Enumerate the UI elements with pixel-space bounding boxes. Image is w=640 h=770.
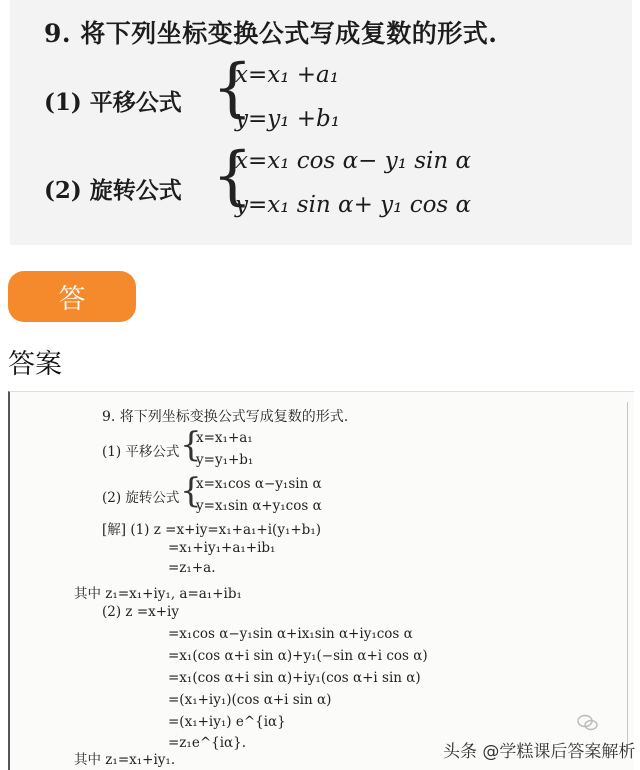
solution-title: 9. 将下列坐标变换公式写成复数的形式. [102,409,349,425]
part1-eq2: y=y₁ +b₁ [235,106,341,132]
part2-eq1: x=x₁ cos α− y₁ sin α [235,148,472,174]
solution-line: =(x₁+iy₁)(cos α+i sin α) [168,692,332,708]
solution-line: [解] (1) z =x+iy=x₁+a₁+i(y₁+b₁) [102,522,321,538]
solution-p1-eq1: x=x₁+a₁ [196,430,253,446]
solution-p2-label: (2) 旋转公式 [102,490,180,506]
solution-line: =x₁(cos α+i sin α)+y₁(−sin α+i cos α) [168,648,428,664]
part1-eq1: x=x₁ +a₁ [235,62,339,88]
solution-line: 其中 z₁=x₁+iy₁, a=a₁+ib₁ [74,586,242,602]
solution-p2-eq2: y=x₁sin α+y₁cos α [196,498,322,514]
solution-line: =x₁(cos α+i sin α)+iy₁(cos α+i sin α) [168,670,421,686]
solution-line: =x₁cos α−y₁sin α+ix₁sin α+iy₁cos α [168,626,413,642]
part2-brace: { [212,139,253,213]
solution-line: =z₁+a. [168,560,216,576]
solution-p1-brace: { [180,425,202,465]
answer-badge[interactable] [8,271,136,322]
problem-panel [10,0,632,245]
solution-p1-label: (1) 平移公式 [102,444,180,460]
part2-eq2: y=x₁ sin α+ y₁ cos α [235,192,472,218]
solution-p2-brace: { [180,471,202,511]
answer-badge-label: 答 [58,284,86,315]
part1-label: (1) 平移公式 [44,89,182,116]
scan-right-rule [627,402,628,752]
solution-p1-eq2: y=y₁+b₁ [196,452,254,468]
watermark: 头条 @学糕课后答案解析 [443,742,636,762]
solution-scan [8,391,634,770]
part1-brace: { [212,51,253,125]
solution-line: =x₁+iy₁+a₁+ib₁ [168,540,276,556]
solution-line: (2) z =x+iy [102,604,179,620]
wechat-icon [577,714,599,732]
problem-title: 9. 将下列坐标变换公式写成复数的形式. [44,19,498,48]
section-heading: 答案 [8,349,62,380]
solution-p2-eq1: x=x₁cos α−y₁sin α [196,476,322,492]
part2-label: (2) 旋转公式 [44,177,182,204]
solution-line: =(x₁+iy₁) e^{iα} [168,714,286,730]
solution-line: =z₁e^{iα}. [168,735,247,751]
solution-line: 其中 z₁=x₁+iy₁. [74,752,176,768]
